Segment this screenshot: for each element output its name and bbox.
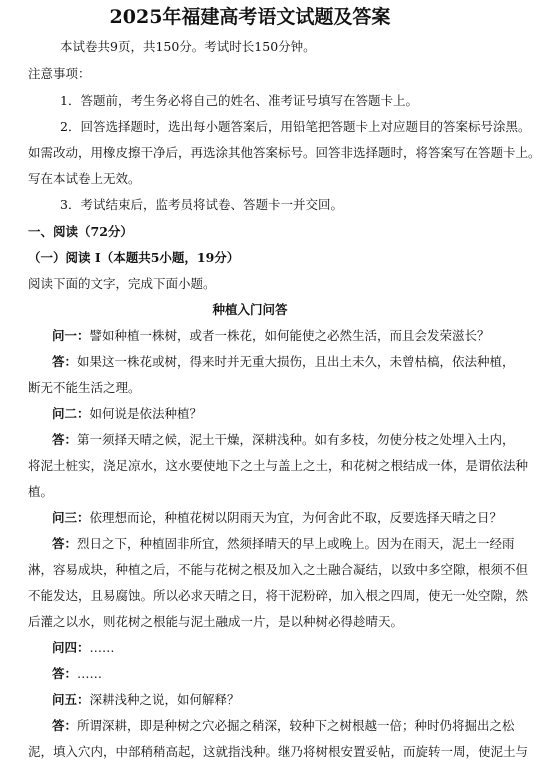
answer-text-cont: 淋，容易成块，种植之后，不能与花树之根及加入之土融合凝结，以致中多空隙，根须不但 [28, 562, 529, 577]
notice-item-2-cont: 如需改动，用橡皮擦干净后，再选涂其他答案标号。回答非选择题时，将答案写在答题卡上。 [28, 145, 541, 160]
notice-item-2: 2．回答选择题时，选出每小题答案后，用铅笔把答题卡上对应题目的答案标号涂黑。 [60, 119, 531, 134]
question-label: 问二： [52, 406, 90, 421]
qa-line [52, 327, 490, 345]
answer-text: 烈日之下，种植固非所宜，然须择晴天的早上或晚上。因为在雨天，泥土一经雨 [77, 536, 515, 551]
question-label: 问一： [52, 328, 90, 343]
question-label: 问三： [52, 510, 90, 525]
answer-text-cont: 泥，填入穴内，中部稍稍高起，这就指浅种。继乃将树根安置妥帖，而旋转一周，使泥土与 [28, 744, 529, 759]
notice-item-1: 1．答题前，考生务必将自己的姓名、准考证号填写在答题卡上。 [60, 93, 418, 108]
question-label: 问五： [52, 692, 90, 707]
question-text: 如何说是依法种植？ [89, 406, 203, 421]
answer-text-cont: 不能发达，且易腐蚀。所以必求天晴之日，将干泥粉碎，加入根之四周，使无一处空隙，然 [28, 588, 529, 603]
qa-line [52, 717, 515, 735]
qa-line [52, 509, 503, 527]
article-title: 种植入门问答 [212, 302, 288, 317]
answer-text: …… [77, 666, 103, 681]
answer-label: 答： [52, 718, 78, 733]
qa-line [52, 535, 515, 553]
answer-label: 答： [52, 432, 78, 447]
answer-text-cont: 断无不能生活之理。 [28, 380, 141, 395]
answer-text-cont: 将泥土桩实，浇足凉水，这水要使地下之土与盖上之土，和花树之根结成一体，是谓依法种 [28, 458, 529, 473]
qa-line [52, 353, 515, 371]
subsection-heading: （一）阅读 I（本题共5小题，19分） [28, 250, 240, 265]
answer-text-cont: 植。 [28, 484, 54, 499]
notice-heading: 注意事项： [28, 66, 91, 81]
notice-item-2-cont2: 写在本试卷上无效。 [28, 171, 141, 186]
qa-line [52, 431, 515, 449]
exam-intro: 本试卷共9页，共150分。考试时长150分钟。 [60, 39, 316, 54]
qa-line [52, 665, 478, 683]
document-title: 2025年福建高考语文试题及答案 [109, 6, 391, 28]
qa-line [52, 691, 478, 709]
qa-line [52, 639, 478, 657]
answer-text: 第一须择天晴之候，泥土干燥，深耕浅种。如有多枝，勿使分枝之处埋入土内， [77, 432, 515, 447]
question-text: …… [89, 640, 115, 655]
answer-label: 答： [52, 354, 78, 369]
answer-text: 所谓深耕，即是种树之穴必掘之稍深，较种下之树根越一倍；种时仍将掘出之松 [77, 718, 515, 733]
section-heading: 一、阅读（72分） [28, 224, 133, 239]
notice-item-3: 3．考试结束后，监考员将试卷、答题卡一并交回。 [60, 197, 343, 212]
answer-label: 答： [52, 536, 78, 551]
question-text: 譬如种植一株树，或者一株花，如何能使之必然生活，而且会发荣滋长？ [89, 328, 490, 343]
answer-text-cont: 后灌之以水，则花树之根能与泥土融成一片，是以种树必得趁晴天。 [28, 614, 404, 629]
answer-text: 如果这一株花或树，得来时并无重大损伤，且出土未久，未曾枯槁，依法种植， [77, 354, 515, 369]
qa-line [52, 405, 478, 423]
question-text: 依理想而论，种植花树以阴雨天为宜，为何舍此不取，反要选择天晴之日？ [89, 510, 503, 525]
question-label: 问四： [52, 640, 90, 655]
reading-instruction: 阅读下面的文字，完成下面小题。 [28, 276, 216, 291]
answer-label: 答： [52, 666, 78, 681]
question-text: 深耕浅种之说，如何解释？ [89, 692, 240, 707]
